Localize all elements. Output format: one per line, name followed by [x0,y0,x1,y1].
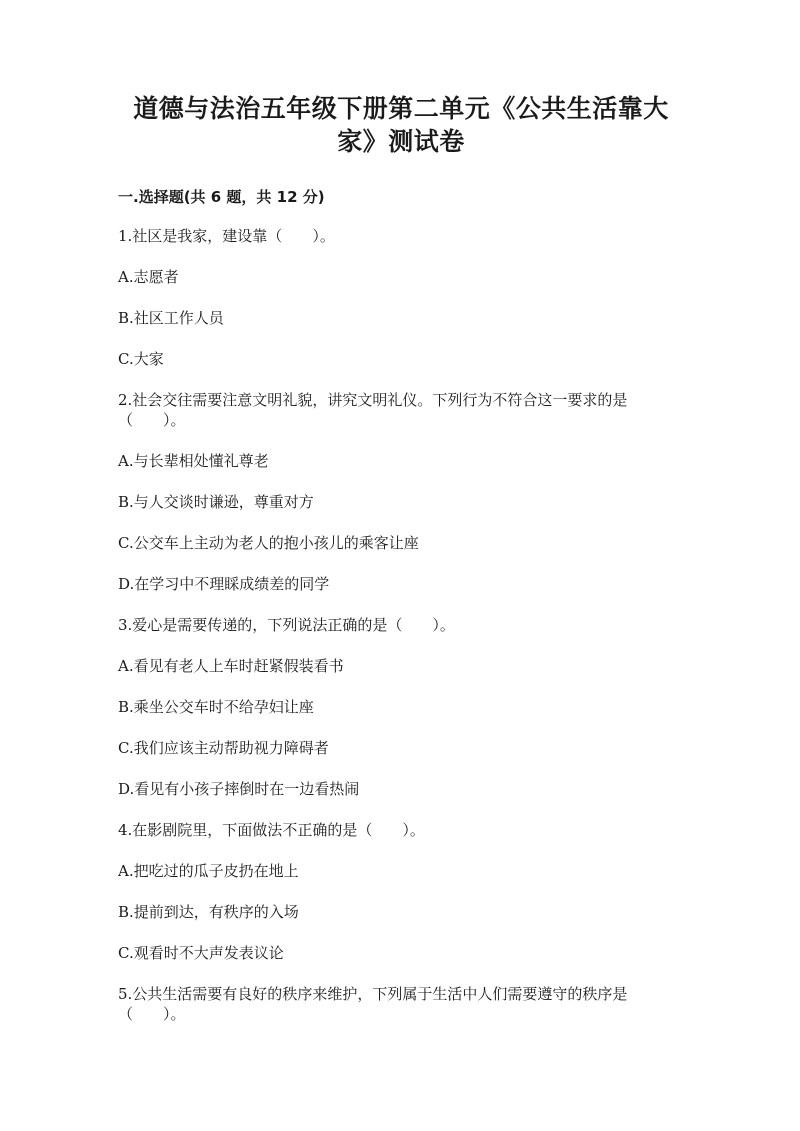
question-4 [118,820,690,963]
option-b: B.与人交谈时谦逊，尊重对方 [118,493,314,511]
question-stem: 4.在影剧院里，下面做法不正确的是（ ）。 [118,821,425,839]
option-c: C.我们应该主动帮助视力障碍者 [118,739,329,757]
question-2 [118,390,690,594]
question-stem-line-1: 2.社会交往需要注意文明礼貌，讲究文明礼仪。下列行为不符合这一要求的是 [118,391,628,409]
option-b: B.提前到达，有秩序的入场 [118,903,299,921]
question-list [118,226,690,1024]
option-c: C.观看时不大声发表议论 [118,944,284,962]
question-3 [118,615,690,799]
question-stem: 1.社区是我家，建设靠（ ）。 [118,227,335,245]
option-d: D.看见有小孩子摔倒时在一边看热闹 [118,780,360,798]
question-stem-line-2: （ ）。 [118,411,186,429]
option-c: C.大家 [118,350,164,368]
question-stem-line-1: 5.公共生活需要有良好的秩序来维护，下列属于生活中人们需要遵守的秩序是 [118,985,628,1003]
option-a: A.志愿者 [118,268,179,286]
option-a: A.把吃过的瓜子皮扔在地上 [118,862,299,880]
title-line-2: 家》测试卷 [337,127,465,156]
option-a: A.看见有老人上车时赶紧假装看书 [118,657,344,675]
option-d: D.在学习中不理睬成绩差的同学 [118,575,330,593]
question-5 [118,984,690,1024]
option-b: B.乘坐公交车时不给孕妇让座 [118,698,314,716]
question-stem: 3.爱心是需要传递的，下列说法正确的是（ ）。 [118,616,455,634]
question-stem-line-2: （ ）。 [118,1005,186,1023]
option-b: B.社区工作人员 [118,309,224,327]
question-1 [118,226,690,369]
question-stem [118,390,690,430]
question-stem [118,984,690,1024]
title-line-1: 道德与法治五年级下册第二单元《公共生活靠大 [133,94,669,123]
option-c: C.公交车上主动为老人的抱小孩儿的乘客让座 [118,534,419,552]
section-heading: 一.选择题(共 6 题，共 12 分) [118,188,325,206]
option-a: A.与长辈相处懂礼尊老 [118,452,269,470]
document-title [112,92,690,158]
